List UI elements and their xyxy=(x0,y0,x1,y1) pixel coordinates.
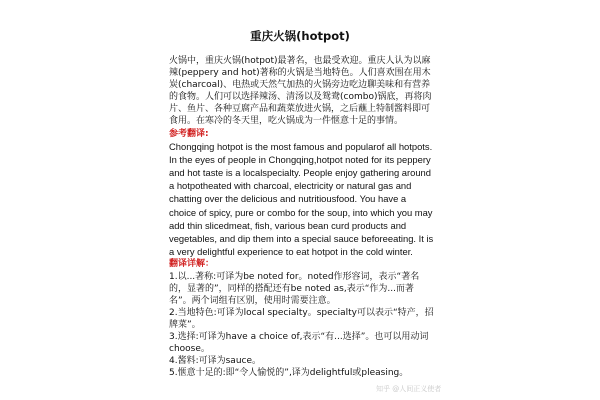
document-body xyxy=(169,55,435,379)
chinese-paragraph: 火锅中，重庆火锅(hotpot)最著名，也最受欢迎。重庆人认为以麻辣(peppery and hot)著称的火锅是当地特色。人们喜欢围在用木炭(charcoal)、电热或天然气加热的火锅旁边吃边聊美味和有营养的食物。人们可以选择辣汤、清汤以及鸳鸯(combo)锅底，再将肉片、鱼片、各种豆腐产品和蔬菜放进火锅，之后蘸上特制酱料即可食用。在寒冷的冬天里，吃火锅成为一件惬意十足的事情。 xyxy=(169,56,432,127)
note-item: 1.以...著称:可译为be noted for。noted作形容词，表示“著名的，显著的”，同样的搭配还有be noted as,表示“作为...而著名”。两个词组有区别，使用时需要注意。 xyxy=(169,271,420,306)
note-item: 3.选择:可译为have a choice of,表示“有...选择”。也可以用动词choose。 xyxy=(169,332,429,355)
note-item: 2.当地特色:可译为local specialty。specialty可以表示“特产，招牌菜”。 xyxy=(169,307,434,330)
document-title: 重庆火锅(hotpot) xyxy=(250,29,350,43)
watermark: 知乎 @人间正义使者 xyxy=(376,385,442,393)
translation-paragraph: Chongqing hotpot is the most famous and popularof all hotpots. In the eyes of people in Chongqing,hotpot noted for its peppery and hot taste is a localspecialty. People enjoy gathering around a hotpotheated with charcoal, electricity or natural gas and chatting over the delicious and nutritiousfood. You have a choice of spicy, pure or combo for the soup, into which you may add thin slicedmeat, fish, various bean curd products and vegetables, and dip them into a special sauce beforeeating. It is a very delightful experience to eat hotpot in the cold winter. xyxy=(169,140,434,258)
note-item: 5.惬意十足的:即“令人愉悦的”,译为delightful或pleasing。 xyxy=(169,368,409,379)
translation-heading: 参考翻译: xyxy=(169,128,209,139)
note-item: 4.酱料:可译为sauce。 xyxy=(169,356,262,367)
notes-heading: 翻译详解： xyxy=(169,259,215,270)
